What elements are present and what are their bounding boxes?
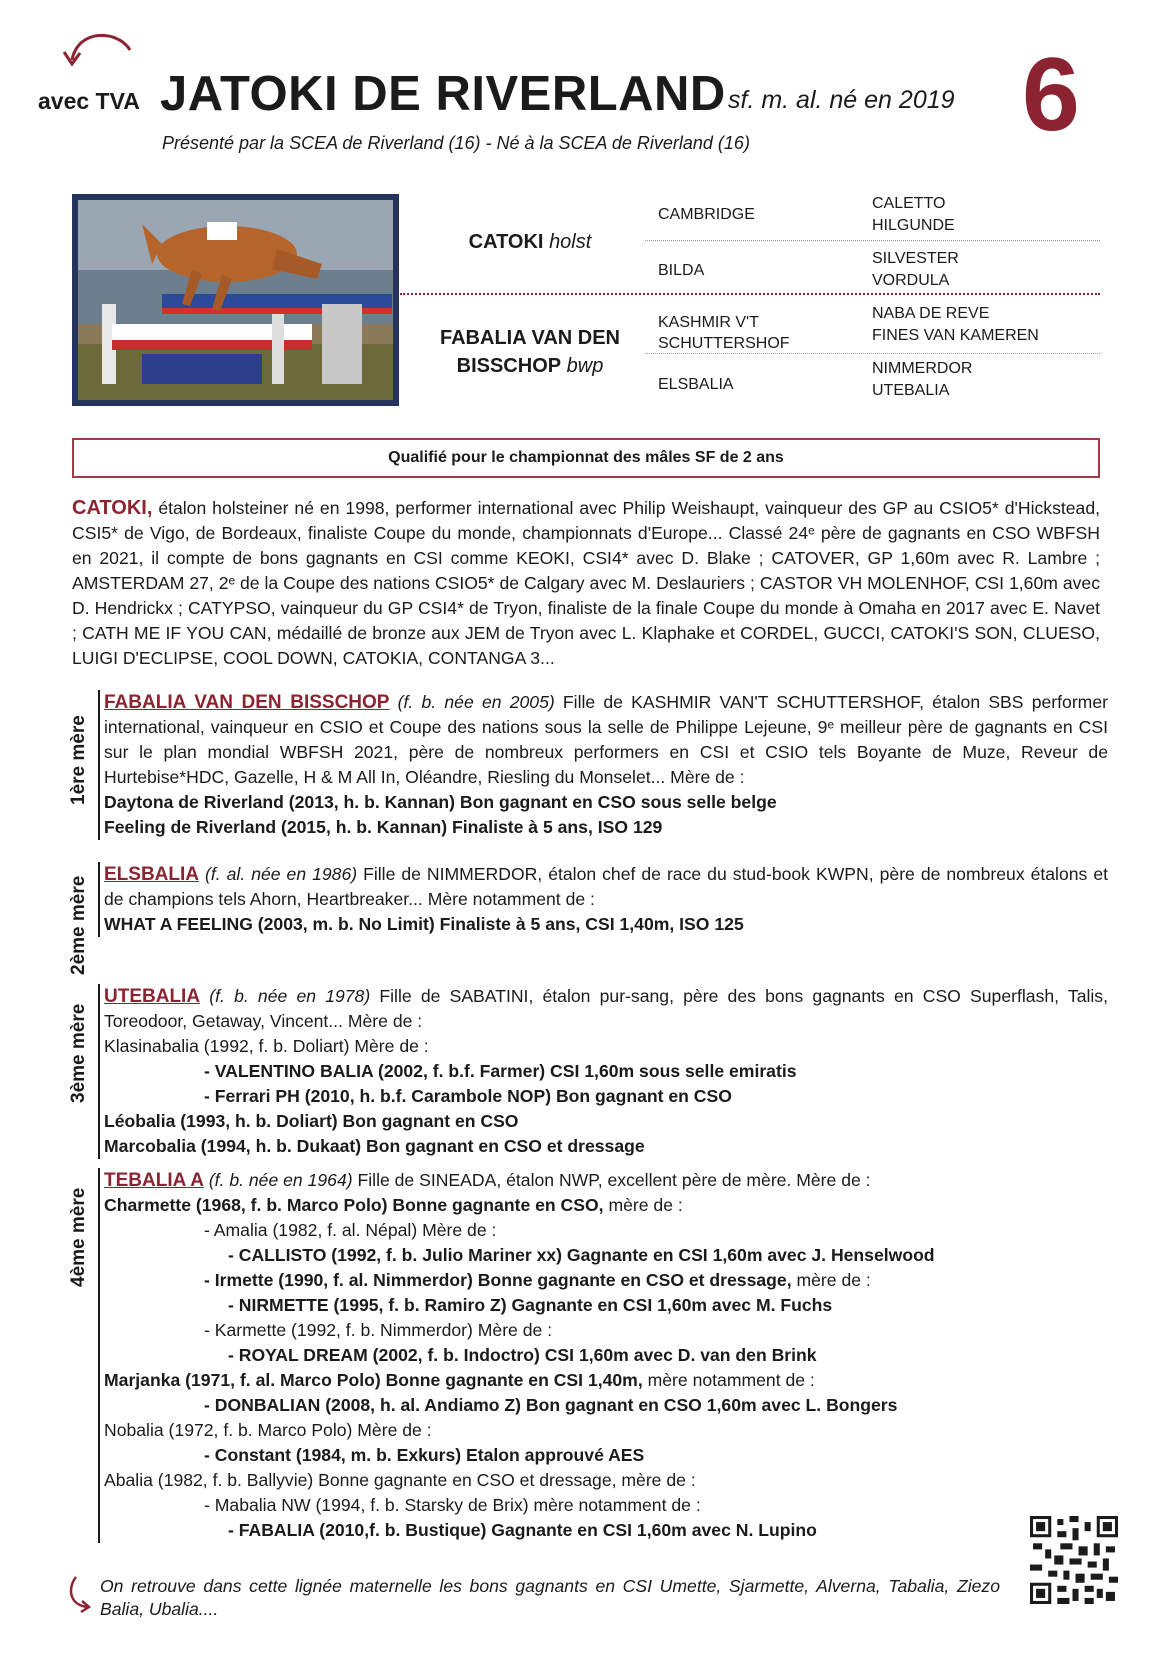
third-dam-text: Fille de SABATINI, étalon pur-sang, père des bons gagnants en CSO Superflash, Talis, Toreodoor, Getaway, Vincent... Mère de : [104, 986, 1108, 1031]
produce-line: Abalia (1982, f. b. Ballyvie) Bonne gagnante en CSO et dressage, mère de : [104, 1470, 696, 1490]
fourth-dam-label: 4ème mère [68, 1187, 89, 1287]
fourth-dam-info: (f. b. née en 1964) [208, 1170, 353, 1190]
second-dam-info: (f. al. née en 1986) [205, 864, 358, 884]
sire-text-body: étalon holsteiner né en 1998, performer international avec Philip Weishaupt, vainqueur des GP au CSIO5* d'Hickstead, CSI5* de Vigo, de Bordeaux, finaliste Coupe du monde, championnats d'Europe... Classé 24ᵉ père de gagnants en CSO WBFSH en 2021, il compte de bons gagnants en CSI comme KEOKI, CSI4* avec D. Blake ; CATOVER, GP 1,60m avec R. Lambre ; AMSTERDAM 27, 2ᵉ de la Coupe des nations CSIO5* de Calgary avec M. Deslauriers ; CASTOR VH MOLENHOF, CSI 1,60m avec D. Hendrickx ; CATYPSO, vainqueur du GP CSI4* de Tryon, finaliste de la finale Coupe du monde à Omaha en 2017 avec E. Navet ; CATH ME IF YOU CAN, médaillé de bronze aux JEM de Tryon avec L. Klaphake et CORDEL, GUCCI, CATOKI'S SON, CLUESO, LUIGI D'ECLIPSE, COOL DOWN, CATOKIA, CONTANGA 3... [72, 498, 1100, 668]
third-dam-section [98, 984, 1108, 1159]
produce-line: Nobalia (1972, f. b. Marco Polo) Mère de : [104, 1420, 432, 1440]
fourth-dam-text: Fille de SINEADA, étalon NWP, excellent père de mère. Mère de : [357, 1170, 871, 1190]
dam-dam: ELSBALIA [658, 376, 734, 393]
produce-line: - NIRMETTE (1995, f. b. Ramiro Z) Gagnante en CSI 1,60m avec M. Fuchs [228, 1295, 833, 1315]
first-dam-label: 1ère mère [68, 715, 89, 805]
grandsire-7: NIMMERDOR [872, 360, 973, 377]
return-arrow-icon [66, 1575, 94, 1615]
dam-sire-line1: KASHMIR V'T [658, 314, 759, 331]
first-dam-text: Fille de KASHMIR VAN'T SCHUTTERSHOF, étalon SBS performer international, vainqueur en CSIO et Coupe des nations sous la selle de Philippe Lejeune, 9ᵉ meilleur père de gagnants en CSI sur le plan mondial WBFSH 2021, père de nombreux performers en CSI et CSIO tels Boyante de Muze, Reveur de Hurtebise*HDC, Gazelle, H & M All In, Oléandre, Riesling du Monselet... Mère de : [104, 692, 1108, 787]
sire-sire: CAMBRIDGE [658, 206, 755, 223]
horse-photo [72, 194, 399, 406]
first-dam-name: FABALIA VAN DEN BISSCHOP [104, 692, 390, 713]
maternal-line-note: On retrouve dans cette lignée maternelle les bons gagnants en CSI Umette, Sjarmette, Alverna, Tabalia, Ziezo Balia, Ubalia.... [100, 1576, 1000, 1619]
grandsire-1: CALETTO [872, 195, 946, 212]
horse-name: JATOKI DE RIVERLAND [160, 67, 726, 121]
produce-line: Léobalia (1993, h. b. Doliart) Bon gagnant en CSO [104, 1111, 519, 1131]
produce-line: - DONBALIAN (2008, h. al. Andiamo Z) Bon gagnant en CSO 1,60m avec L. Bongers [204, 1395, 898, 1415]
produce-line: WHAT A FEELING (2003, m. b. No Limit) Finaliste à 5 ans, CSI 1,40m, ISO 125 [104, 914, 744, 934]
pedigree-divider-dam [645, 353, 1100, 354]
sire-dam: BILDA [658, 262, 705, 279]
second-dam-section [98, 862, 1108, 937]
sire-description [72, 496, 1100, 671]
produce-line: - ROYAL DREAM (2002, f. b. Indoctro) CSI 1,60m avec D. van den Brink [228, 1345, 817, 1365]
horse-jumping-image [72, 194, 399, 406]
sire-name: CATOKI holst [468, 231, 592, 253]
produce-line: Feeling de Riverland (2015, h. b. Kannan) Finaliste à 5 ans, ISO 129 [104, 817, 663, 837]
first-dam-info: (f. b. née en 2005) [397, 692, 555, 712]
qr-code-icon[interactable] [1030, 1516, 1118, 1604]
first-dam-section [98, 690, 1108, 840]
produce-line: - Constant (1984, m. b. Exkurs) Etalon approuvé AES [204, 1445, 645, 1465]
fourth-dam-section [98, 1168, 1108, 1543]
pedigree-divider-sire [645, 240, 1100, 241]
granddam-6: FINES VAN KAMEREN [872, 327, 1039, 344]
produce-line: Marjanka (1971, f. al. Marco Polo) Bonne gagnante en CSI 1,40m, mère notamment de : [104, 1370, 815, 1390]
produce-line: Charmette (1968, f. b. Marco Polo) Bonne gagnante en CSO, mère de : [104, 1195, 683, 1215]
lot-number: 6 [1022, 37, 1080, 153]
dam-sire-line2: SCHUTTERSHOF [658, 335, 790, 352]
dam-name: FABALIA VAN DEN BISSCHOP bwp [440, 327, 620, 377]
produce-line: Daytona de Riverland (2013, h. b. Kannan) Bon gagnant en CSO sous selle belge [104, 792, 777, 812]
presented-by: Présenté par la SCEA de Riverland (16) - Né à la SCEA de Riverland (16) [162, 133, 750, 153]
granddam-4: VORDULA [872, 272, 950, 289]
fourth-dam-name: TEBALIA A [104, 1170, 204, 1191]
produce-line: Klasinabalia (1992, f. b. Doliart) Mère de : [104, 1036, 429, 1056]
produce-line: - FABALIA (2010,f. b. Bustique) Gagnante en CSI 1,60m avec N. Lupino [228, 1520, 817, 1540]
vat-label: avec TVA [38, 88, 140, 114]
produce-line: - Karmette (1992, f. b. Nimmerdor) Mère de : [204, 1320, 553, 1340]
third-dam-info: (f. b. née en 1978) [209, 986, 371, 1006]
produce-line: - Irmette (1990, f. al. Nimmerdor) Bonne gagnante en CSO et dressage, mère de : [204, 1270, 871, 1290]
curved-arrow-icon [58, 28, 138, 78]
produce-line: - Mabalia NW (1994, f. b. Starsky de Brix) mère notamment de : [204, 1495, 701, 1515]
granddam-8: UTEBALIA [872, 382, 950, 399]
qualification-banner: Qualifié pour le championnat des mâles SF de 2 ans [72, 438, 1100, 478]
sire-text-name: CATOKI, [72, 497, 153, 519]
produce-line: - Amalia (1982, f. al. Népal) Mère de : [204, 1220, 497, 1240]
second-dam-text: Fille de NIMMERDOR, étalon chef de race du stud-book KWPN, père de nombreux étalons et de champions tels Ahorn, Heartbreaker... Mère notamment de : [104, 864, 1108, 909]
grandsire-5: NABA DE REVE [872, 305, 990, 322]
second-dam-name: ELSBALIA [104, 864, 199, 885]
produce-line: - Ferrari PH (2010, h. b.f. Carambole NOP) Bon gagnant en CSO [204, 1086, 732, 1106]
produce-line: - VALENTINO BALIA (2002, f. b.f. Farmer) CSI 1,60m sous selle emiratis [204, 1061, 797, 1081]
granddam-2: HILGUNDE [872, 217, 955, 234]
horse-description: sf. m. al. né en 2019 [728, 86, 955, 114]
produce-line: Marcobalia (1994, h. b. Dukaat) Bon gagnant en CSO et dressage [104, 1136, 645, 1156]
third-dam-label: 3ème mère [68, 1003, 89, 1103]
produce-line: - CALLISTO (1992, f. b. Julio Mariner xx) Gagnante en CSI 1,60m avec J. Henselwood [228, 1245, 935, 1265]
second-dam-label: 2ème mère [68, 875, 89, 975]
grandsire-3: SILVESTER [872, 250, 959, 267]
pedigree-divider [400, 293, 1100, 295]
third-dam-name: UTEBALIA [104, 986, 201, 1007]
